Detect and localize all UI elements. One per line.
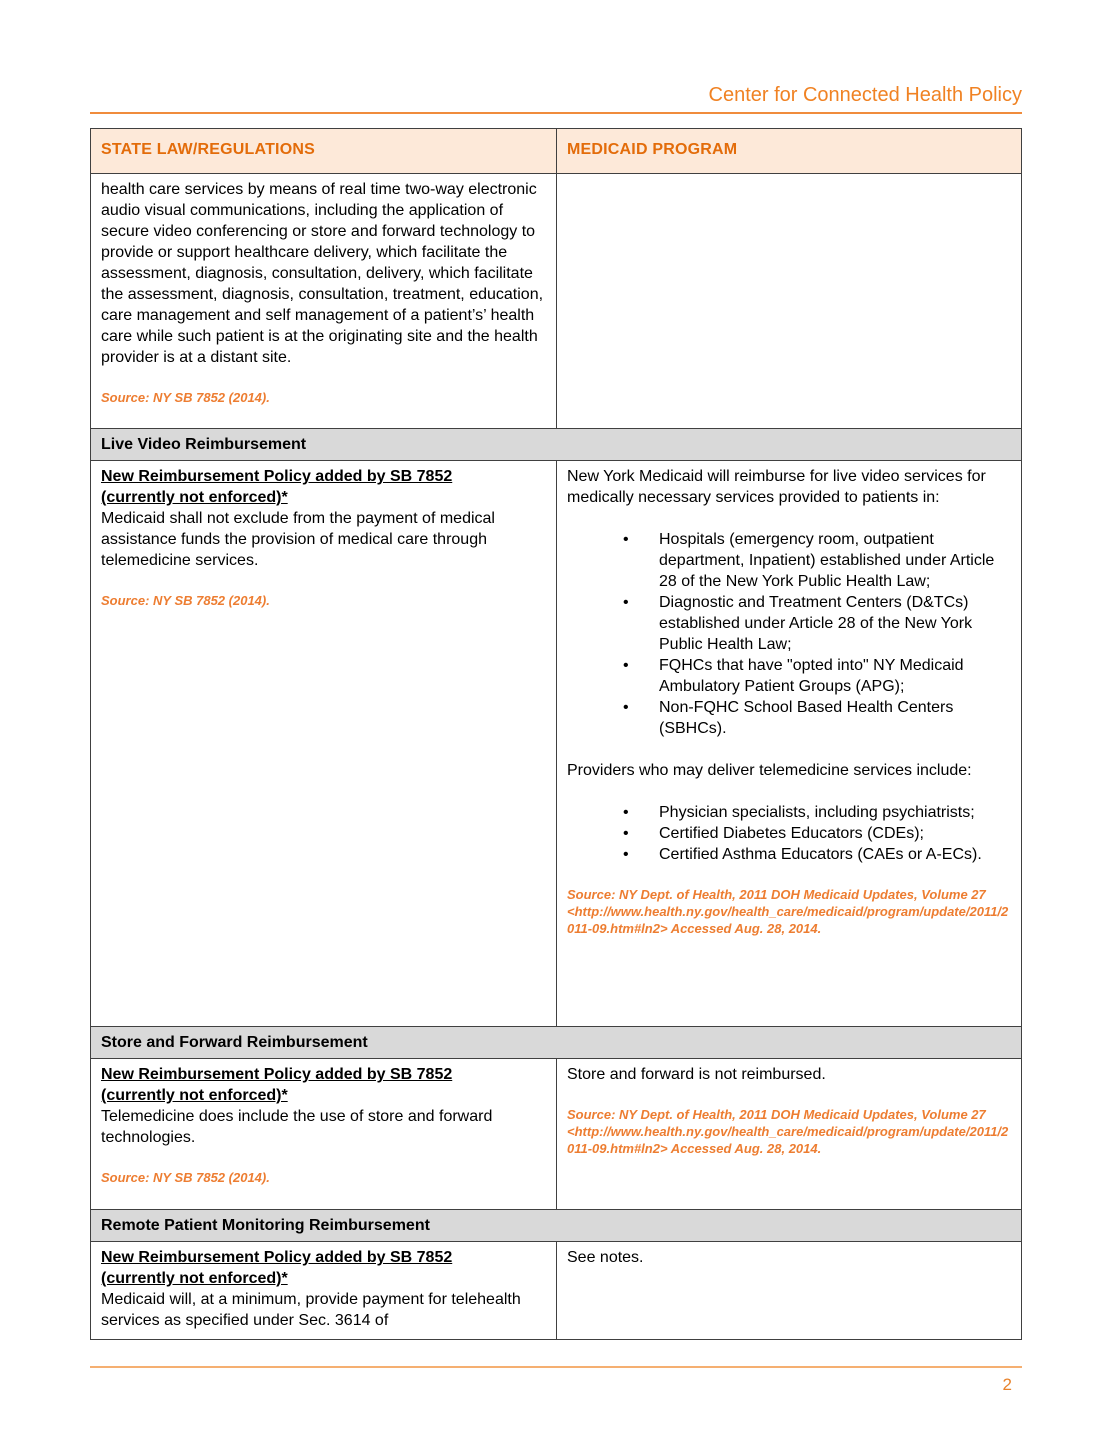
bullet-icon: •: [623, 657, 629, 674]
list-item-text: Hospitals (emergency room, outpatient department, Inpatient) established under Article 28 of the New York Public Health Law;: [659, 531, 995, 590]
list-item-text: Certified Asthma Educators (CAEs or A-ECs).: [659, 846, 982, 863]
policy-heading: [101, 1247, 544, 1289]
bullet-icon: •: [623, 531, 629, 548]
table-row-store-and-forward: [91, 1058, 1021, 1209]
policy-heading-line2: (currently not enforced)*: [101, 1270, 288, 1287]
policy-body: Telemedicine does include the use of store and forward technologies.: [101, 1108, 493, 1146]
table-row-live-video: [91, 460, 1021, 1026]
bullet-icon: •: [623, 825, 629, 842]
footer-rule: [90, 1366, 1022, 1368]
store-forward-state-law-cell: [91, 1059, 556, 1209]
policy-heading-line2: (currently not enforced)*: [101, 489, 288, 506]
list-item-text: FQHCs that have "opted into" NY Medicaid Ambulatory Patient Groups (APG);: [659, 657, 964, 695]
rpm-state-law-cell: [91, 1242, 556, 1339]
medicaid-body: Store and forward is not reimbursed.: [567, 1066, 826, 1083]
page-number: 2: [1002, 1375, 1012, 1394]
table-header-row: [91, 129, 1021, 173]
live-video-state-law-cell: [91, 461, 556, 1026]
rpm-medicaid-cell: [556, 1242, 1021, 1339]
list-item: [623, 823, 1009, 844]
policy-heading-line1: New Reimbursement Policy added by SB 7852: [101, 1066, 453, 1083]
list-item: [623, 529, 1009, 592]
source-citation: Source: NY Dept. of Health, 2011 DOH Medicaid Updates, Volume 27 <http://www.health.ny.gov/health_care/medicaid/program/update/2011/2011-09.htm#ln2> Accessed Aug. 28, 2014.: [567, 1107, 1009, 1156]
policy-body: Medicaid shall not exclude from the payment of medical assistance funds the provision of medical care through telemedicine services.: [101, 510, 495, 569]
bullet-icon: •: [623, 846, 629, 863]
store-forward-medicaid-cell: [556, 1059, 1021, 1209]
policy-heading: [101, 1064, 544, 1106]
policy-body: Medicaid will, at a minimum, provide payment for telehealth services as specified under Sec. 3614 of: [101, 1291, 521, 1329]
eligible-providers-list: [623, 802, 1009, 865]
empty-cell: [556, 174, 1021, 428]
bullet-icon: •: [623, 804, 629, 821]
table-row-remote-patient-monitoring: [91, 1241, 1021, 1339]
section-header-remote-patient-monitoring: Remote Patient Monitoring Reimbursement: [91, 1209, 1021, 1241]
source-citation: Source: NY SB 7852 (2014).: [101, 593, 270, 608]
bullet-icon: •: [623, 594, 629, 611]
source-citation: Source: NY SB 7852 (2014).: [101, 1170, 270, 1185]
page-title: Center for Connected Health Policy: [708, 84, 1022, 106]
list-item-text: Certified Diabetes Educators (CDEs);: [659, 825, 924, 842]
section-header-store-and-forward: Store and Forward Reimbursement: [91, 1026, 1021, 1058]
list-item-text: Physician specialists, including psychiatrists;: [659, 804, 975, 821]
column-header-medicaid-program: MEDICAID PROGRAM: [556, 129, 1021, 173]
list-item: [623, 802, 1009, 823]
table-row-definition: [91, 173, 1021, 428]
policy-heading-line1: New Reimbursement Policy added by SB 7852: [101, 468, 453, 485]
list-item: [623, 697, 1009, 739]
list-item-text: Diagnostic and Treatment Centers (D&TCs) established under Article 28 of the New York Public Health Law;: [659, 594, 973, 653]
policy-heading: [101, 466, 544, 508]
live-video-medicaid-cell: [556, 461, 1021, 1026]
document-page: [90, 0, 1022, 1395]
definition-paragraph: health care services by means of real time two-way electronic audio visual communications, including the application of secure video conferencing or store and forward technology to provide or support healthcare delivery, which facilitate the assessment, diagnosis, consultation, delivery, which facilitate the assessment, diagnosis, consultation, treatment, education, care management and self management of a patient’s’ health care while such patient is at the originating site and the health provider is at a distant site.: [101, 181, 544, 366]
list-item: [623, 592, 1009, 655]
policy-table: [90, 128, 1022, 1340]
section-header-live-video: Live Video Reimbursement: [91, 428, 1021, 460]
header-rule: [90, 112, 1022, 114]
column-header-state-law: STATE LAW/REGULATIONS: [101, 141, 315, 158]
source-citation: Source: NY Dept. of Health, 2011 DOH Medicaid Updates, Volume 27 <http://www.health.ny.gov/health_care/medicaid/program/update/2011/2011-09.htm#ln2> Accessed Aug. 28, 2014.: [567, 887, 1009, 936]
providers-intro: Providers who may deliver telemedicine services include:: [567, 762, 972, 779]
medicaid-body: See notes.: [567, 1249, 644, 1266]
list-item: [623, 655, 1009, 697]
bullet-icon: •: [623, 699, 629, 716]
policy-heading-line2: (currently not enforced)*: [101, 1087, 288, 1104]
source-citation: Source: NY SB 7852 (2014).: [101, 390, 270, 405]
eligible-sites-list: [623, 529, 1009, 739]
medicaid-intro: New York Medicaid will reimburse for live video services for medically necessary services provided to patients in:: [567, 468, 986, 506]
policy-heading-line1: New Reimbursement Policy added by SB 7852: [101, 1249, 453, 1266]
list-item: [623, 844, 1009, 865]
definition-cell: [91, 174, 556, 428]
list-item-text: Non-FQHC School Based Health Centers (SBHCs).: [659, 699, 954, 737]
